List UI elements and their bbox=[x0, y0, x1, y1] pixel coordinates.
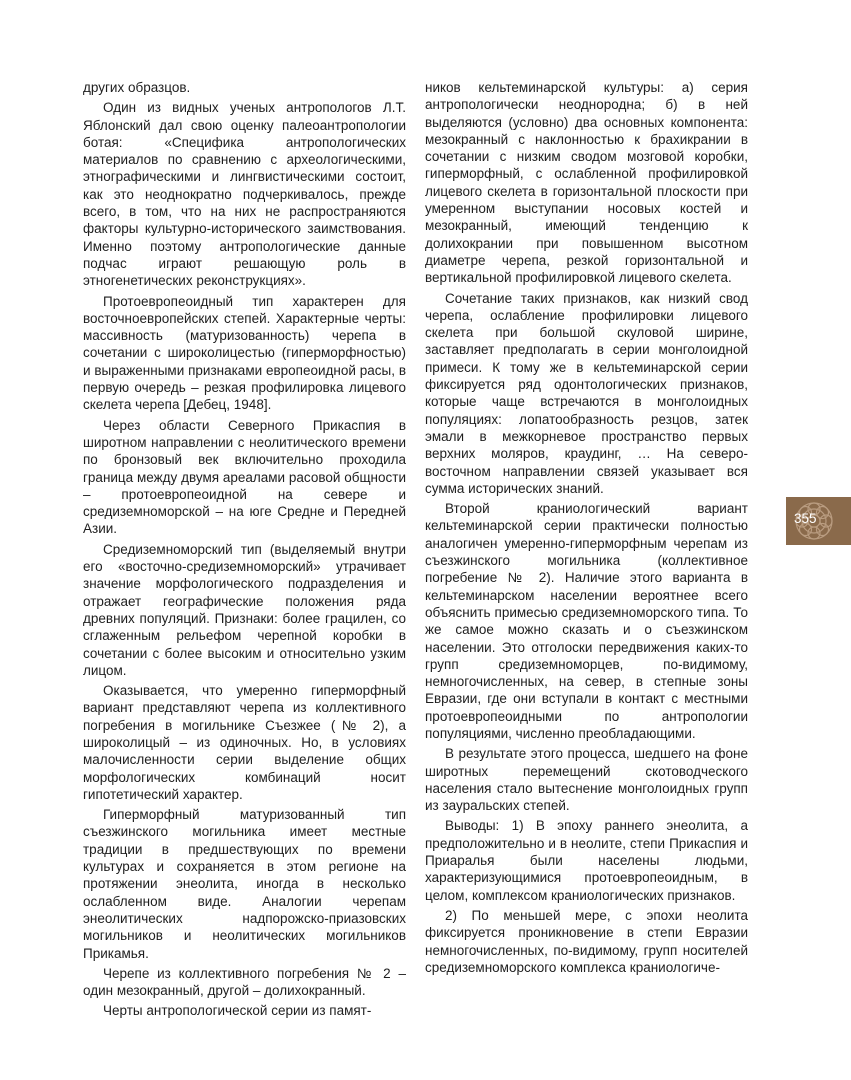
page-number-tab bbox=[786, 497, 851, 545]
paragraph: Сочетание таких признаков, как низкий свод черепа, ослабление профилировки лицевого скелета при большой скуловой ширине, заставляет предполагать в серии монголоидной примеси. К тому же в кельтеминарской серии фиксируется ряд одонтологических признаков, которые чаще встречаются в монголоидных популяциях: лопатообразность резцов, затек эмали в межкорневое пространство первых верхних моляров, краудинг, … На северо-восточном направлении связей указывает вся сумма исторических знаний. bbox=[425, 290, 748, 496]
paragraph: Выводы: 1) В эпоху раннего энеолита, а предположительно и в неолите, степи Прикаспия и Приаралья были населены людьми, характеризующимися протоевропеоидным, в целом, комплексом краниологических признаков. bbox=[425, 818, 748, 903]
paragraph: ников кельтеминарской культуры: а) серия антропологически неоднородна; б) в ней выделяются (условно) два основных компонента: мезокранный с наклонностью к брахикрании в сочетании с низким сводом мозговой коробки, гиперморфный, с ослабленной профилировкой лицевого скелета в горизонтальной плоскости при умеренном выступании носовых костей и мезокранный, имеющий тенденцию к долихокрании при повышенном высотном диаметре черепа, резкой горизонтальной и вертикальной профилировкой лицевого скелета. bbox=[425, 80, 748, 286]
left-column bbox=[83, 79, 406, 1023]
paragraph: В результате этого процесса, шедшего на фоне широтных перемещений скотоводческого населения стало вытеснение монголоидных групп из зауральских степей. bbox=[425, 746, 748, 814]
paragraph: 2) По меньшей мере, с эпохи неолита фиксируется проникновение в степи Евразии немногочисленных, по-видимому, групп носителей средиземноморского комплекса краниологиче- bbox=[425, 907, 748, 975]
paragraph: Второй краниологический вариант кельтеминарской серии практически полностью аналогичен умеренно-гиперморфным черепам из съезжинского могильника (коллективное погребение № 2). Наличие этого варианта в кельтеминарском населении вероятнее всего объяснить примесью средиземноморского типа. То же самое можно сказать и о съезжинском населении. Это отголоски передвижения каких-то групп средиземноморцев, по-видимому, немногочисленных, на север, в степные зоны Евразии, где они вступали в контакт с местными протоевропеоидными по антропологии популяциями, численно преобладающими. bbox=[425, 501, 748, 741]
paragraph: Протоевропеоидный тип характерен для восточноевропейских степей. Характерные черты: массивность (матуризованность) черепа в сочетании с широколицестью (гиперморфностью) и выраженными признаками европеоидной расы, в первую очередь – резкая профилировка лицевого скелета черепа [Дебец, 1948]. bbox=[83, 293, 406, 413]
paragraph: Черты антропологической серии из памят- bbox=[103, 1003, 372, 1019]
paragraph: Оказывается, что умеренно гиперморфный вариант представляют черепа из коллективного погребения в могильнике Съезжее (№ 2), а широколицый – из одиночных. Но, в условиях малочисленности серии выделение общих морфологических комбинаций носит гипотетический характер. bbox=[83, 683, 406, 802]
paragraph: Гиперморфный матуризованный тип съезжинского могильника имеет местные традиции в предшествующих по времени культурах и сохраняется в этом регионе на протяжении энеолита, иногда в несколько ослабленном виде. Аналогии черепам энеолитических надпорожско-приазовских могильников и неолитических могильников Прикамья. bbox=[83, 807, 406, 961]
paragraph: Один из видных ученых антропологов Л.Т. Яблонский дал свою оценку палеоантропологии ботая: «Специфика антропологических материалов по сравнению с археологическими, этнографическими и лингвистическими состоит, как это неоднократно подчеркивалось, прежде всего, в том, что на них не распространяются факторы культурно-исторического заимствования. Именно поэтому антропологические данные подчас играют решающую роль в этногенетических реконструкциях». bbox=[83, 100, 406, 289]
paragraph: Через области Северного Прикаспия в широтном направлении с неолитического времени по бронзовый век включительно проходила граница между двумя ареалами расовой общности – протоевропеоидной на севере и средиземноморской – на юге Средне и Передней Азии. bbox=[83, 417, 406, 537]
paragraph: Средиземноморский тип (выделяемый внутри его «восточно-средиземноморский» утрачивает значение морфологического подразделения и отражает географические положения ряда древних популяций. Признаки: более грацилен, со сглаженным рельефом черепной коробки в сочетании с более высоким и относительно узким лицом. bbox=[83, 541, 406, 678]
paragraph: других образцов. bbox=[83, 80, 191, 95]
paragraph: Черепе из коллективного погребения № 2 – один мезокранный, другой – долихокранный. bbox=[83, 965, 406, 999]
page-number: 355 bbox=[794, 511, 817, 526]
right-column bbox=[425, 79, 748, 979]
